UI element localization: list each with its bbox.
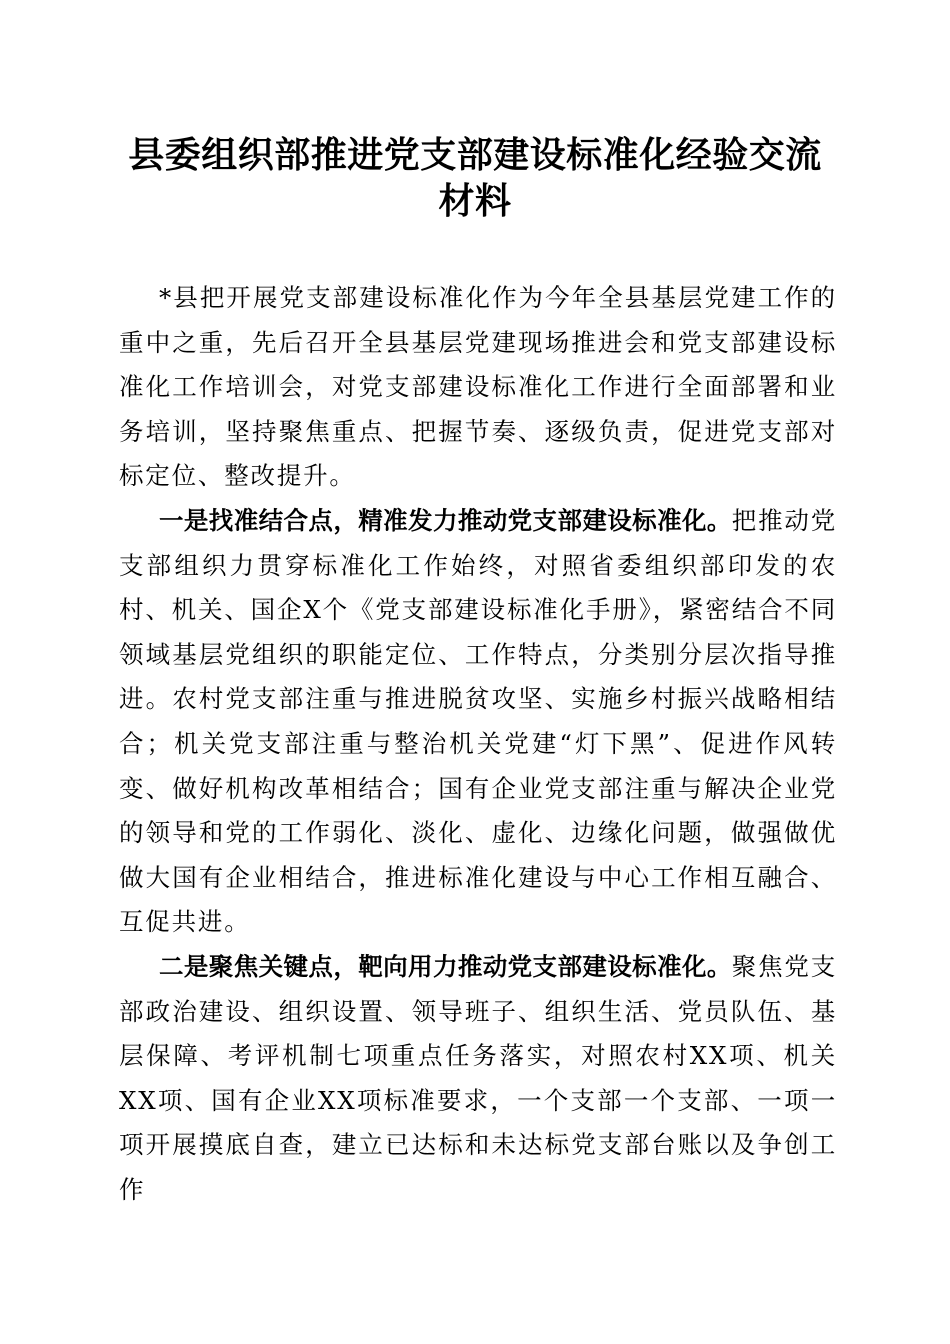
paragraph-intro xyxy=(119,276,837,499)
paragraph-text: 把推动党支部组织力贯穿标准化工作始终，对照省委组织部印发的农村、机关、国企X个《党支部建设标准化手册》，紧密结合不同领域基层党组织的职能定位、工作特点，分类别分层次指导推进。农村党支部注重与推进脱贫攻坚、实施乡村振兴战略相结合；机关党支部注重与整治机关党建“灯下黑”、促进作风转变、做好机构改革相结合；国有企业党支部注重与解决企业党的领导和党的工作弱化、淡化、虚化、边缘化问题，做强做优做大国有企业相结合，推进标准化建设与中心工作相互融合、互促共进。 xyxy=(119,505,837,937)
paragraph-text: 聚焦党支部政治建设、组织设置、领导班子、组织生活、党员队伍、基层保障、考评机制七项重点任务落实，对照农村XX项、机关XX项、国有企业XX项标准要求，一个支部一个支部、一项一项开展摸底自查，建立已达标和未达标党支部台账以及争创工作 xyxy=(119,951,837,1204)
document-title: 县委组织部推进党支部建设标准化经验交流材料 xyxy=(128,134,822,222)
document-body xyxy=(119,276,837,1212)
paragraph-point-one xyxy=(119,499,837,945)
paragraph-text: *县把开展党支部建设标准化作为今年全县基层党建工作的重中之重，先后召开全县基层党建现场推进会和党支部建设标准化工作培训会，对党支部建设标准化工作进行全面部署和业务培训，坚持聚焦重点、把握节奏、逐级负责，促进党支部对标定位、整改提升。 xyxy=(119,283,837,491)
paragraph-lead: 二是聚焦关键点，靶向用力推动党支部建设标准化。 xyxy=(159,951,732,981)
paragraph-lead: 一是找准结合点，精准发力推动党支部建设标准化。 xyxy=(159,505,732,535)
paragraph-point-two xyxy=(119,945,837,1213)
